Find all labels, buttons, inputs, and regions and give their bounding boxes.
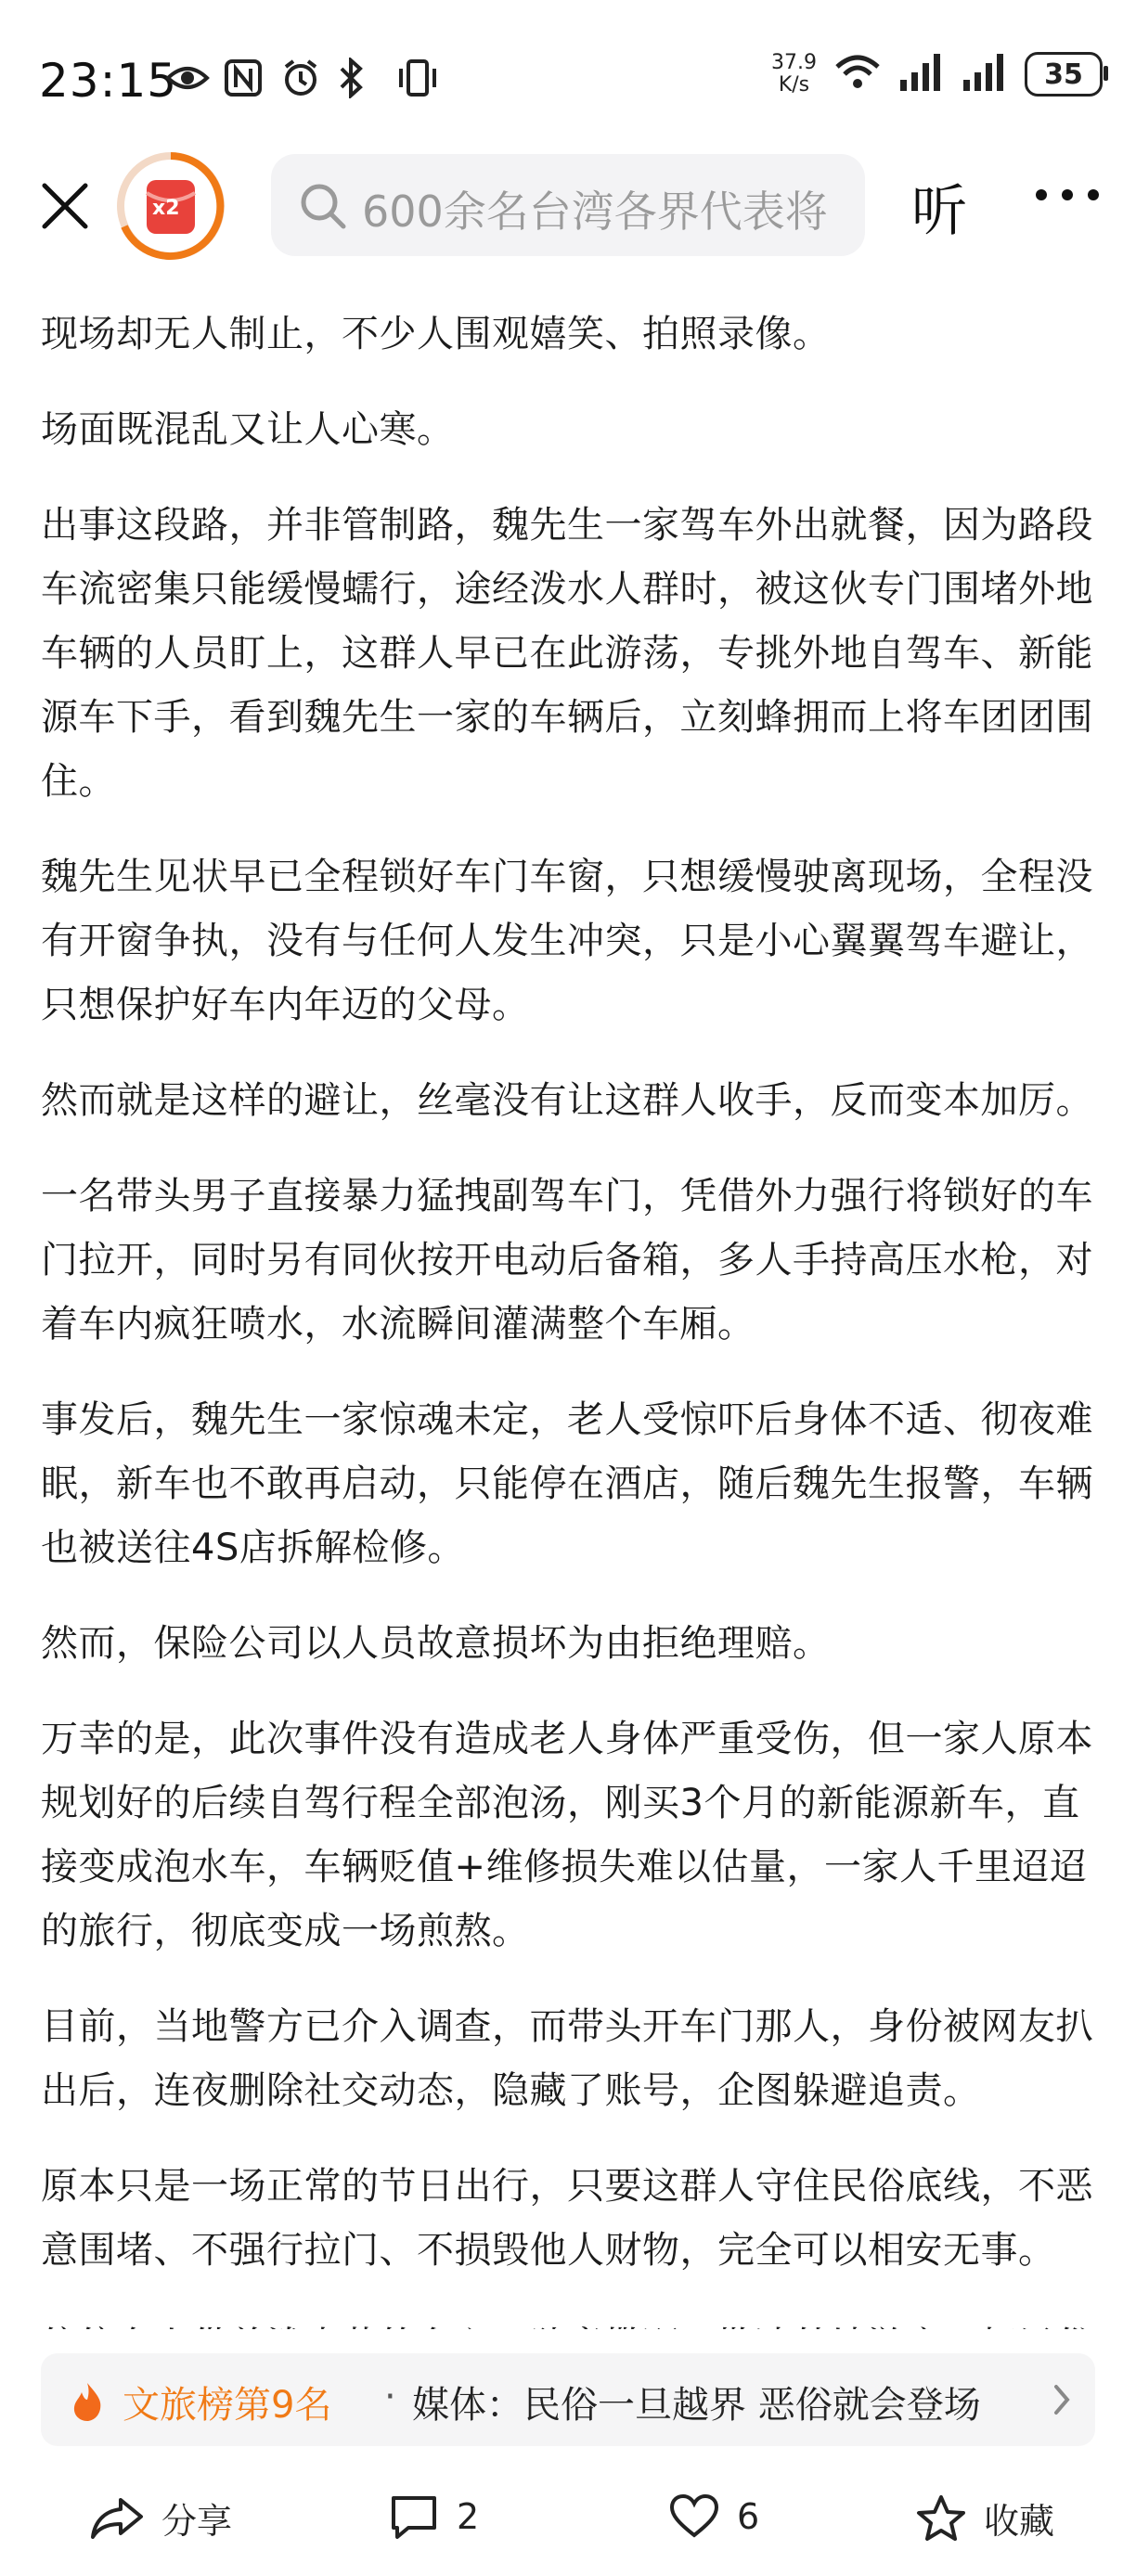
search-bar[interactable] (271, 154, 865, 256)
comment-icon (388, 2492, 440, 2541)
article-paragraph: 然而，保险公司以人员故意损坏为由拒绝理赔。 (41, 1622, 831, 1665)
wifi-icon (833, 52, 882, 97)
more-icon (1030, 167, 1104, 223)
rank-separator: · (384, 2376, 396, 2418)
flame-icon (69, 2381, 106, 2422)
rank-label: 文旅榜第9名 (123, 2384, 332, 2427)
share-label: 分享 (161, 2501, 233, 2542)
article-paragraph: 原本只是一场正常的节日出行，只要这群人守住民俗底线，不恶意围堵、不强行拉门、不损毁他人财物，完全可以相安无事。 (41, 2165, 1093, 2272)
heart-icon (668, 2492, 720, 2541)
article-paragraph: 现场却无人制止，不少人围观嬉笑、拍照录像。 (41, 313, 831, 355)
coin-multiplier: x2 (152, 197, 180, 220)
action-bar (0, 2465, 1136, 2576)
listen-button[interactable]: 听 (911, 179, 967, 244)
favorite-label: 收藏 (984, 2501, 1055, 2542)
article-paragraph: 目前，当地警方已介入调查，而带头开车门那人，身份被网友扒出后，连夜删除社交动态，隐藏了账号，企图躲避追责。 (41, 2005, 1093, 2112)
more-button[interactable] (1030, 167, 1104, 223)
signal-icon-2 (962, 52, 1008, 97)
ranking-banner[interactable] (41, 2353, 1095, 2446)
rank-headline: 媒体：民俗一旦越界 恶俗就会登场 (412, 2384, 981, 2427)
close-button[interactable] (37, 178, 93, 234)
article-paragraph: 万幸的是，此次事件没有造成老人身体严重受伤，但一家人原本规划好的后续自驾行程全部泡汤，刚买3个月的新能源新车，直接变成泡水车，车辆贬值+维修损失难以估量，一家人千里迢迢的旅行，彻底变成一场煎熬。 (41, 1718, 1093, 1952)
share-button[interactable] (89, 2492, 232, 2544)
nfc-icon (223, 58, 264, 98)
comment-button[interactable] (388, 2492, 479, 2541)
favorite-button[interactable] (915, 2492, 1054, 2544)
reward-coin-button[interactable] (115, 150, 226, 262)
share-icon (89, 2494, 145, 2543)
article-paragraph: 一名带头男子直接暴力猛拽副驾车门，凭借外力强行将锁好的车门拉开，同时另有同伙按开电动后备箱，多人手持高压水枪，对着车内疯狂喷水，水流瞬间灌满整个车厢。 (41, 1175, 1093, 1346)
article-body (41, 247, 1099, 2410)
article-paragraph: 然而就是这样的避让，丝毫没有让这群人收手，反而变本加厉。 (41, 1079, 1093, 1122)
alarm-icon (280, 58, 321, 98)
bluetooth-icon (338, 58, 379, 98)
close-icon (37, 178, 93, 234)
article-paragraph: 事发后，魏先生一家惊魂未定，老人受惊吓后身体不适、彻夜难眠，新车也不敢再启动，只能停在酒店，随后魏先生报警，车辆也被送往4S店拆解检修。 (41, 1398, 1093, 1569)
eye-icon (165, 58, 206, 98)
article-paragraph: 魏先生见状早已全程锁好车门车窗，只想缓慢驶离现场，全程没有开窗争执，没有与任何人发生冲突，只是小心翼翼驾车避让，只想保护好车内年迈的父母。 (41, 856, 1093, 1026)
comment-count: 2 (457, 2496, 480, 2537)
star-icon (915, 2493, 967, 2544)
status-bar (0, 0, 1136, 139)
chevron-right-icon (1049, 2381, 1075, 2418)
status-time: 23:15 (39, 54, 178, 108)
like-button[interactable] (668, 2492, 759, 2541)
net-speed: 37.9 K/s (771, 51, 817, 97)
article-paragraph: 出事这段路，并非管制路，魏先生一家驾车外出就餐，因为路段车流密集只能缓慢蠕行，途经泼水人群时，被这伙专门围堵外地车辆的人员盯上，这群人早已在此游荡，专挑外地自驾车、新能源车下手，看到魏先生一家的车辆后，立刻蜂拥而上将车团团围住。 (41, 504, 1093, 803)
vibrate-icon (395, 58, 436, 98)
article-paragraph: 场面既混乱又让人心寒。 (41, 408, 455, 451)
search-placeholder: 600余名台湾各界代表将 (362, 187, 828, 237)
search-icon (297, 180, 349, 232)
battery-indicator: 35 (1025, 52, 1103, 97)
signal-icon (898, 52, 945, 97)
like-count: 6 (737, 2496, 760, 2537)
